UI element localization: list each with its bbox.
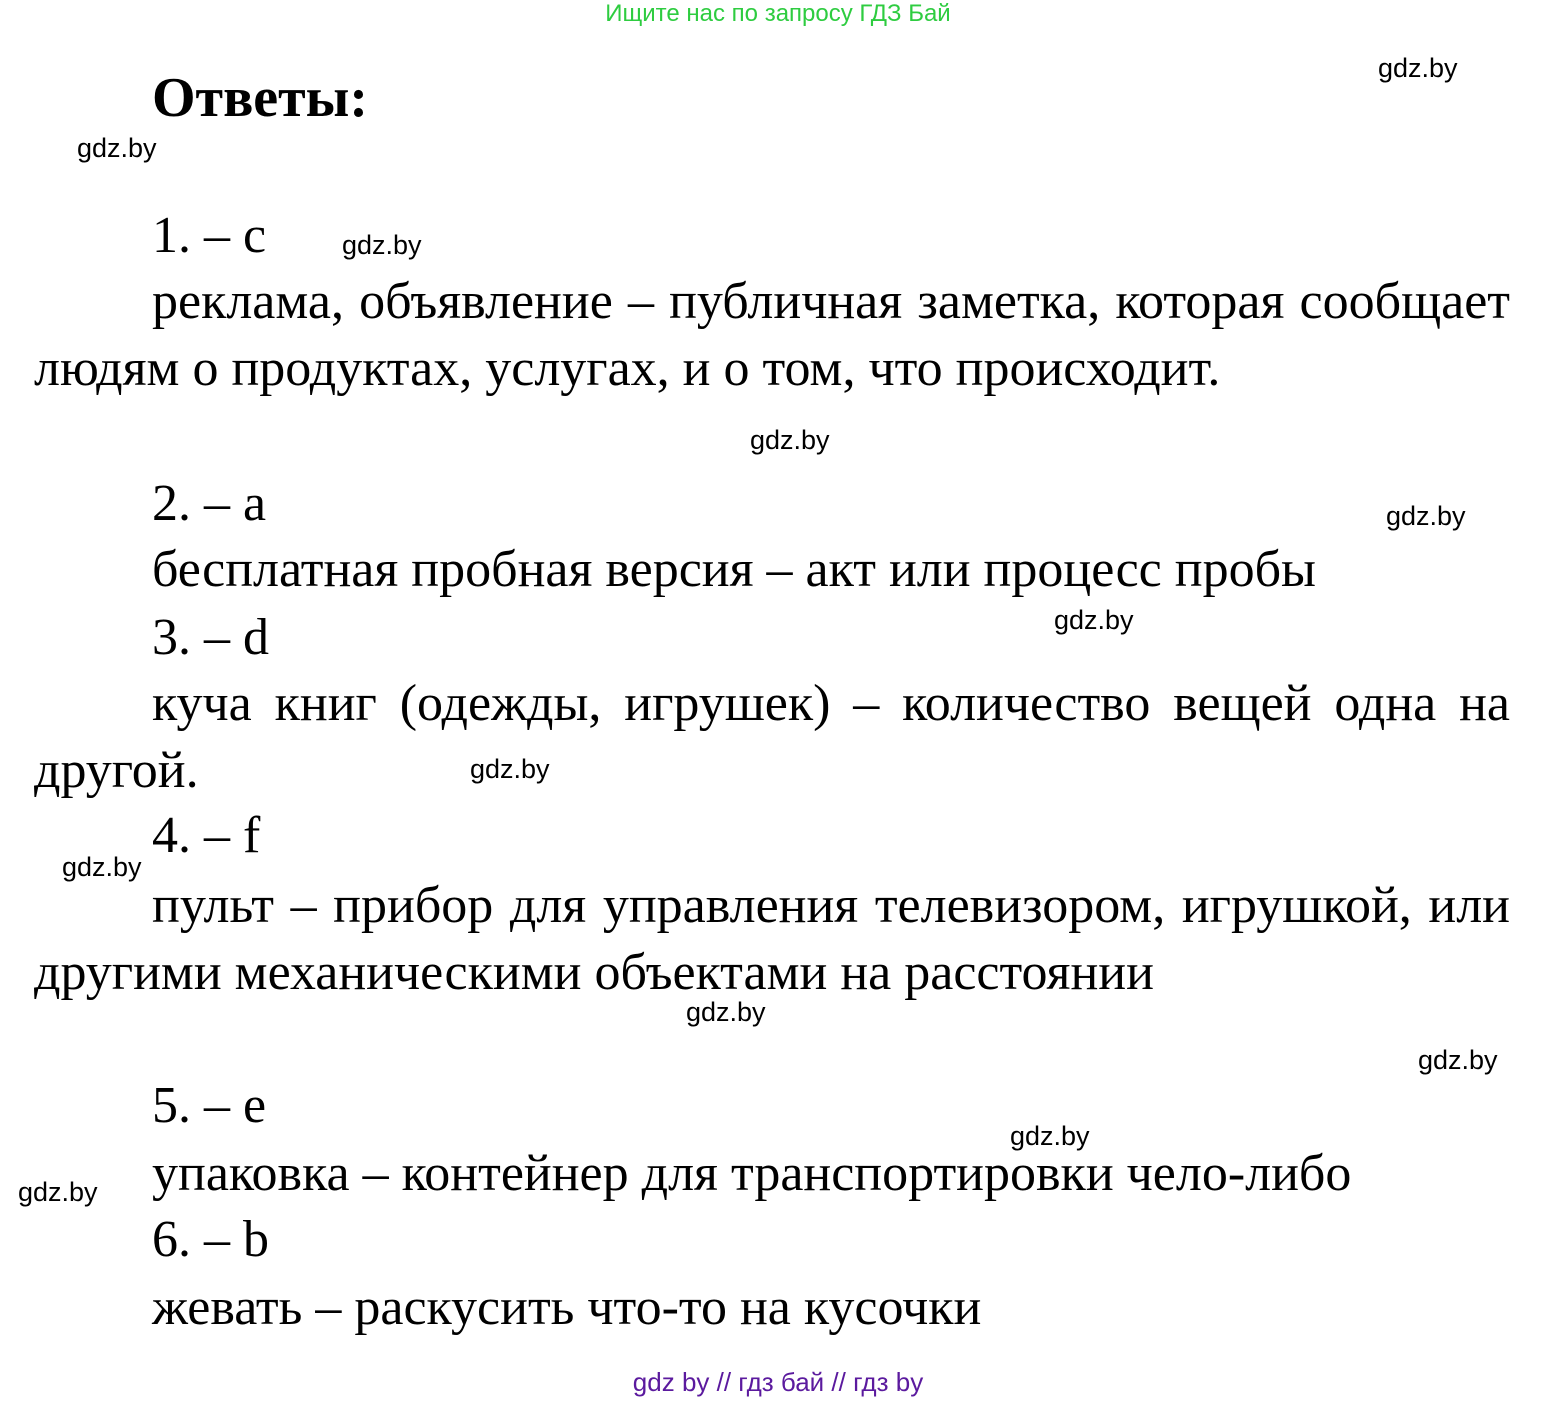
answer-4-number: 4. – f	[152, 807, 261, 864]
answer-6-definition: жевать – раскусить что-то на кусочки	[152, 1279, 982, 1336]
footer-links[interactable]: gdz by // гдз бай // гдз by	[632, 1367, 924, 1397]
watermark: gdz.by	[1010, 1121, 1090, 1151]
watermark: gdz.by	[470, 754, 550, 784]
answer-6-number: 6. – b	[152, 1211, 269, 1268]
watermark: gdz.by	[62, 852, 142, 882]
watermark: gdz.by	[750, 425, 830, 455]
answer-2-number: 2. – a	[152, 475, 267, 532]
watermark: gdz.by	[1418, 1045, 1498, 1075]
search-hint-link[interactable]: Ищите нас по запросу ГДЗ Бай	[605, 0, 951, 27]
answer-3-number: 3. – d	[152, 609, 269, 666]
watermark: gdz.by	[18, 1177, 98, 1207]
answer-5-number: 5. – e	[152, 1077, 267, 1134]
answer-1-number: 1. – c	[152, 207, 267, 264]
watermark: gdz.by	[1378, 53, 1458, 83]
watermark: gdz.by	[1386, 501, 1466, 531]
watermark: gdz.by	[1054, 605, 1134, 635]
answer-5-definition: упаковка – контейнер для транспортировки чело-либо	[152, 1145, 1352, 1202]
watermark: gdz.by	[77, 133, 157, 163]
answer-2-definition: бесплатная пробная версия – акт или процесс пробы	[152, 541, 1316, 598]
watermark: gdz.by	[342, 230, 422, 260]
answer-4-definition: пульт – прибор для управления телевизором, игрушкой, или другими механическими объектами на расстоянии	[34, 877, 1510, 1001]
watermark: gdz.by	[686, 997, 766, 1027]
answer-1-definition: реклама, объявление – публичная заметка, которая сообщает людям о продуктах, услугах, и о том, что происходит.	[34, 273, 1510, 397]
page-title: Ответы:	[152, 67, 369, 129]
answer-3-definition: куча книг (одежды, игрушек) – количество вещей одна на другой.	[34, 675, 1510, 799]
